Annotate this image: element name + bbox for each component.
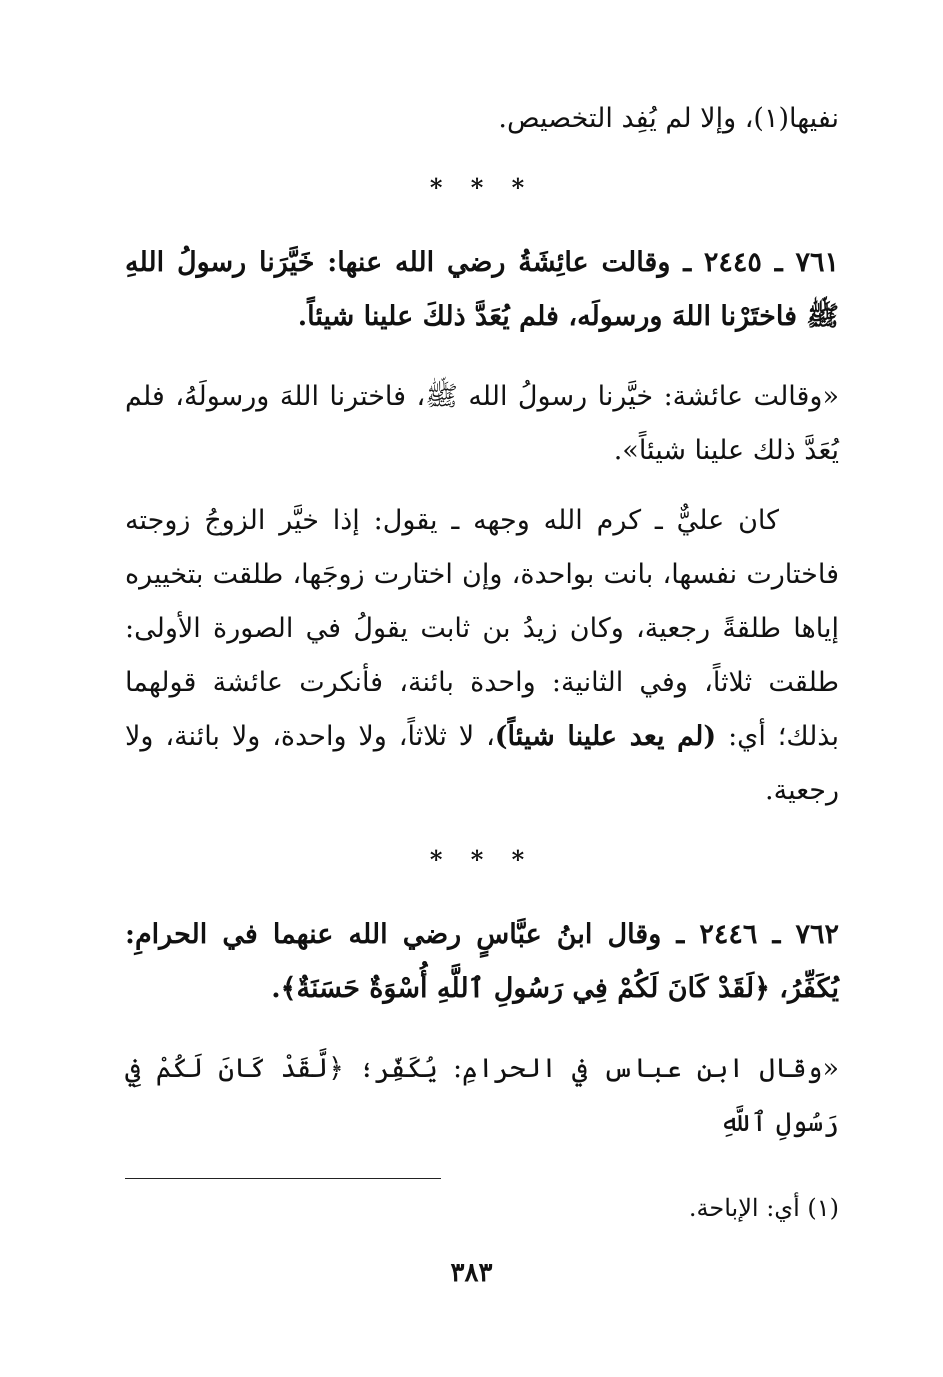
footnote-divider bbox=[125, 1178, 441, 1179]
commentary-explanation-761 bbox=[125, 494, 839, 818]
section-separator-2: * * * bbox=[429, 845, 535, 874]
page-body bbox=[125, 92, 839, 1150]
footnote: (١) أي: الإباحة. bbox=[688, 1194, 839, 1222]
commentary-quote-762: «وقال ابن عباس في الحرامِ: يُكَفِّر؛ ﴿لَّقَدْ كَانَ لَكُمْ فِي رَسُولِ ٱللَّهِ bbox=[125, 1053, 839, 1138]
commentary-text-part-1: كان عليٌّ ـ كرم الله وجهه ـ يقول: إذا خيَّر الزوجُ زوجته فاختارت نفسها، بانت بواحدة، وإن اختارت زوجَها، طلقت بتخييره إياها طلقةً رجعية، وكان زيدُ بن ثابت يقولُ في الصورة الأولى: طلقت ثلاثاً، وفي الثانية: واحدة بائنة، فأنكرت عائشة قولهما بذلك؛ أي: bbox=[125, 505, 839, 752]
hadith-762: ٧٦٢ ـ ٢٤٤٦ ـ وقال ابنُ عبَّاسٍ رضي الله عنهما في الحرامِ: يُكَفِّرُ، ﴿لَقَدْ كَانَ لَكُمْ فِي رَسُولِ ٱللَّهِ أُسْوَةٌ حَسَنَةٌ﴾. bbox=[125, 919, 839, 1004]
section-separator: * * * bbox=[429, 173, 535, 202]
hadith-761: ٧٦١ ـ ٢٤٤٥ ـ وقالت عائِشَةُ رضي الله عنها: خَيَّرَنا رسولُ اللهِ ﷺ فاختَرْنا اللهَ ورسولَه، فلم يُعَدَّ ذلكَ علينا شيئاً. bbox=[125, 247, 839, 332]
paragraph-continuation: نفيها(١)، وإلا لم يُفِد التخصيص. bbox=[498, 103, 839, 134]
commentary-quote-761: «وقالت عائشة: خيَّرنا رسولُ الله ﷺ، فاخترنا اللهَ ورسولَهُ، فلم يُعَدَّ ذلك علينا شيئاً». bbox=[125, 381, 839, 466]
page-number: ٣٨٣ bbox=[450, 1258, 493, 1288]
commentary-text-part-2: ، لا ثلاثاً، ولا واحدة، ولا بائنة، ولا رجعية. bbox=[125, 721, 839, 806]
commentary-emphasis: (لم يعد علينا شيئاً) bbox=[494, 721, 717, 752]
